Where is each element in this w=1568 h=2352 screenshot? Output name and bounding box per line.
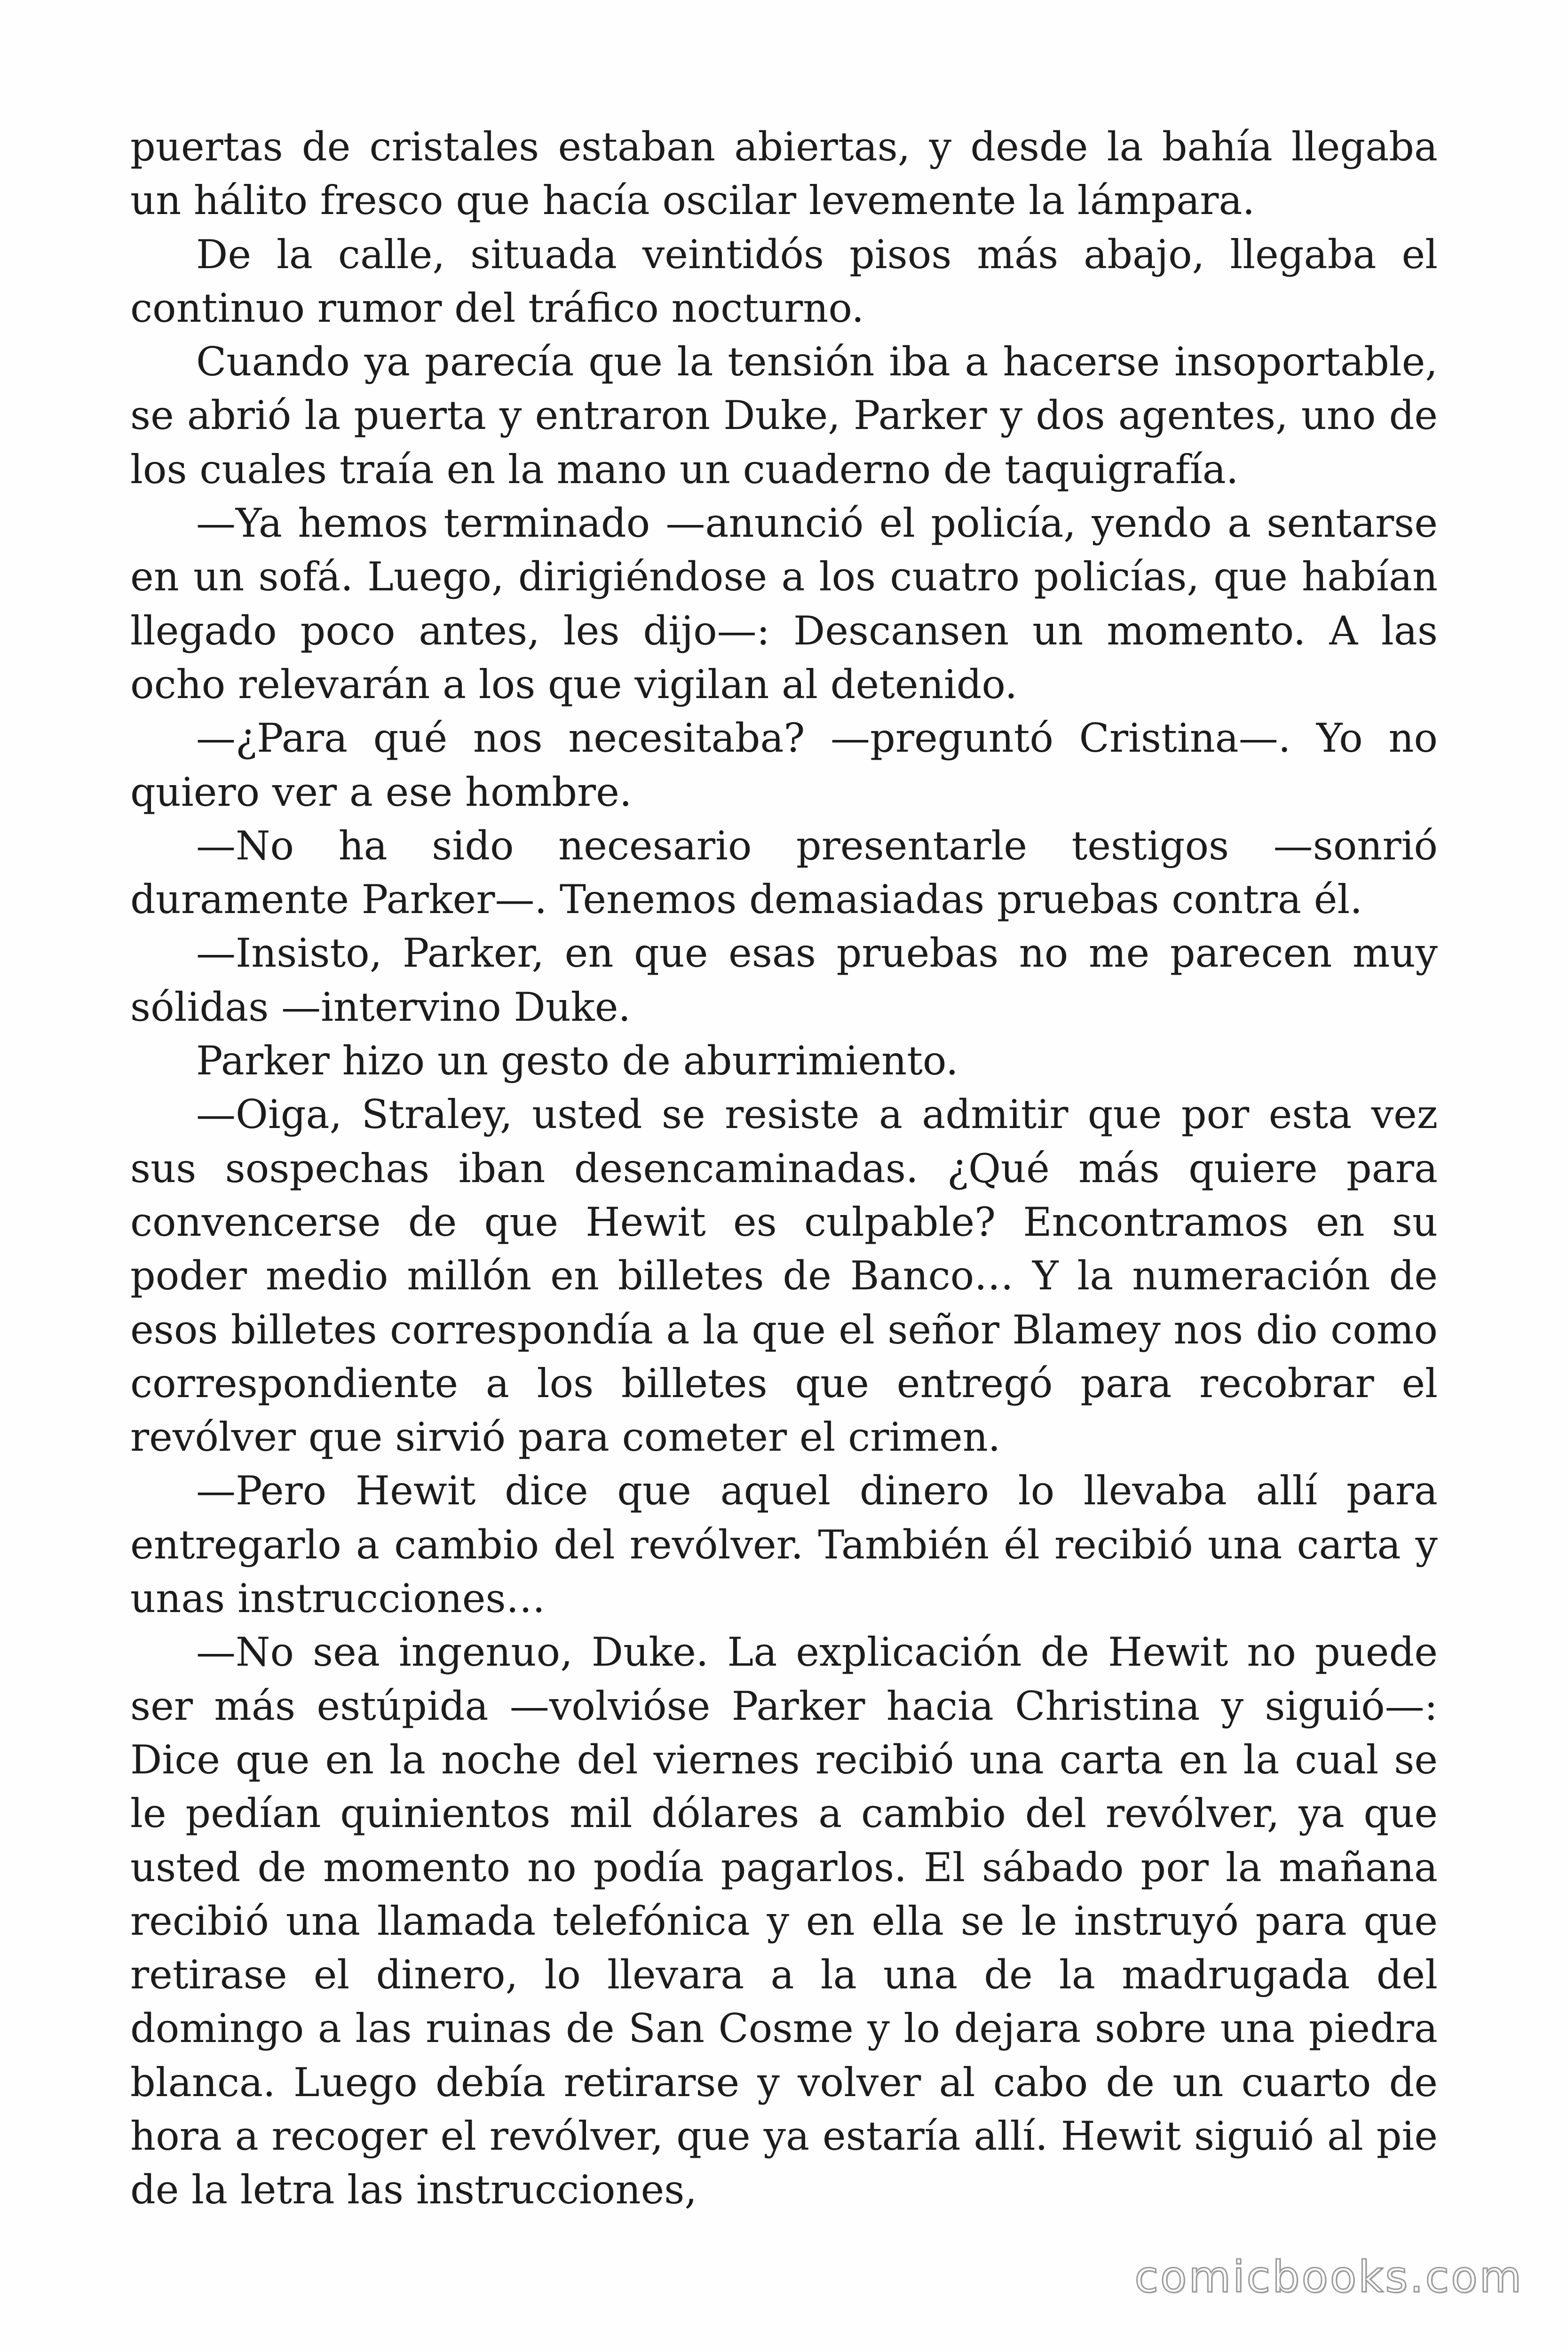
paragraph: —No sea ingenuo, Duke. La explicación de Hewit no puede ser más estúpida —volvióse Parker hacia Christina y siguió—: Dice que en la noche del viernes recibió una carta en la cual se le pedían quinientos mil dólares a cambio del revólver, ya que usted de momento no podía pagarlos. El sábado por la mañana recibió una llamada telefónica y en ella se le instruyó para que retirase el dinero, lo llevara a la una de la madrugada del domingo a las ruinas de San Cosme y lo dejara sobre una piedra blanca. Luego debía retirarse y volver al cabo de un cuarto de hora a recoger el revólver, que ya estaría allí. Hewit siguió al pie de la letra las instrucciones, [130, 1629, 1438, 2213]
paragraph: —Oiga, Straley, usted se resiste a admitir que por esta vez sus sospechas iban desencaminadas. ¿Qué más quiere para convencerse de que Hewit es culpable? Encontramos en su poder medio millón en billetes de Banco… Y la numeración de esos billetes correspondía a la que el señor Blamey nos dio como correspondiente a los billetes que entregó para recobrar el revólver que sirvió para cometer el crimen. [130, 1091, 1438, 1461]
paragraph: Parker hizo un gesto de aburrimiento. [196, 1038, 958, 1084]
paragraph: De la calle, situada veintidós pisos más abajo, llegaba el continuo rumor del tráfico nocturno. [130, 231, 1438, 331]
watermark-logo: comicbooks.com [1134, 2252, 1523, 2302]
body-text [130, 120, 1438, 2217]
paragraph-continuation: puertas de cristales estaban abiertas, y desde la bahía llegaba un hálito fresco que hacía oscilar levemente la lámpara. [130, 124, 1438, 224]
paragraph: —Pero Hewit dice que aquel dinero lo llevaba allí para entregarlo a cambio del revólver. También él recibió una carta y unas instrucciones… [130, 1468, 1438, 1622]
paragraph: —¿Para qué nos necesitaba? —preguntó Cristina—. Yo no quiero ver a ese hombre. [130, 715, 1438, 815]
paragraph: —No ha sido necesario presentarle testigos —sonrió duramente Parker—. Tenemos demasiadas pruebas contra él. [130, 822, 1438, 923]
paragraph: —Insisto, Parker, en que esas pruebas no me parecen muy sólidas —intervino Duke. [130, 930, 1438, 1030]
paragraph: —Ya hemos terminado —anunció el policía, yendo a sentarse en un sofá. Luego, dirigiéndose a los cuatro policías, que habían llegado poco antes, les dijo—: Descansen un momento. A las ocho relevarán a los que vigilan al detenido. [130, 500, 1438, 707]
paragraph: Cuando ya parecía que la tensión iba a hacerse insoportable, se abrió la puerta y entraron Duke, Parker y dos agentes, uno de los cuales traía en la mano un cuaderno de taquigrafía. [130, 339, 1438, 493]
